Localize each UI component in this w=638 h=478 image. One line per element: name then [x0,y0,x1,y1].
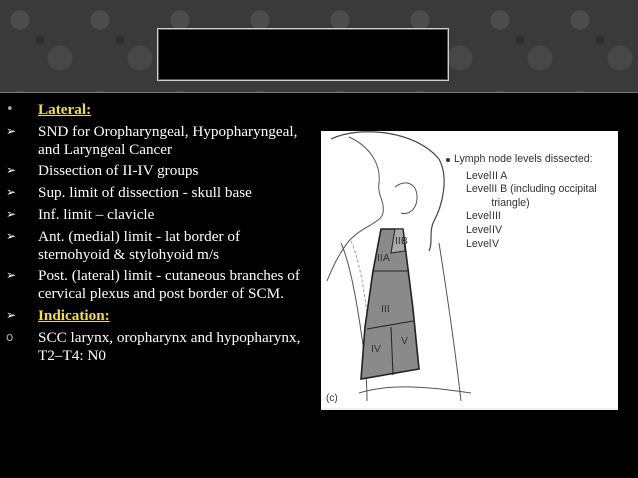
bullet-item [6,162,306,180]
bullet-item [6,184,306,202]
bullet-marker: ➢ [6,185,17,200]
bullet-marker: ➢ [6,268,17,283]
legend-row [446,210,616,224]
bullet-marker: • [6,102,14,117]
bullet-item [6,267,306,303]
legend-level-prefix: Level [466,237,492,250]
bullet-text: Sup. limit of dissection - skull base [38,184,252,202]
bullet-marker: ➢ [6,228,17,243]
bullet-item [6,307,306,325]
figure-corner-label: (c) [326,393,338,404]
bullet-item [6,228,306,264]
bullet-marker: ➢ [6,123,17,138]
legend-level-name: II A [492,169,508,182]
legend-level-prefix: Level [466,169,492,182]
bullet-text: Ant. (medial) limit - lat border of sternohyoid & stylohyoid m/s [38,227,241,263]
zone-label-iia: IIA [377,252,390,264]
zone-label-iib: IIB [395,235,408,247]
bullet-marker: ➢ [6,206,17,221]
legend-level-name: IV [492,223,503,236]
bullet-marker: ➢ [6,307,17,322]
legend-row [446,224,616,238]
legend-level-prefix: Level [466,183,492,196]
zone-label-v: V [401,335,409,347]
bullet-text: SND for Oropharyngeal, Hypopharyngeal, and Laryngeal Cancer [38,122,298,158]
bullet-item [6,123,306,159]
bullet-text: Post. (lateral) limit - cutaneous branches of cervical plexus and post border of SCM. [38,267,300,303]
bullet-text: Inf. limit – clavicle [38,205,155,223]
bullet-marker: o [6,329,14,344]
bullet-item [6,101,306,119]
bullet-text: Indication: [38,306,110,324]
legend-row [446,170,616,184]
bullet-item [6,206,306,224]
bullet-text: SCC larynx, oropharynx and hypopharynx, T2–T4: N0 [38,328,301,364]
legend-title: Lymph node levels dissected: [446,153,616,167]
legend-row [446,238,616,252]
legend-row [446,183,616,210]
bullet-text: Lateral: [38,101,92,118]
slide-title-box [157,28,449,81]
legend-level-prefix: Level [466,223,492,236]
bullet-text: Dissection of II-IV groups [38,162,199,180]
legend-level-name: II B (including occipital triangle) [491,183,597,209]
bullet-list [6,101,306,368]
zone-label-iv: IV [371,343,381,355]
legend-level-prefix: Level [466,210,492,223]
neck-dissection-figure [321,131,618,410]
legend-level-name: III [492,210,501,223]
figure-legend [446,153,616,251]
bullet-marker: ➢ [6,163,17,178]
bullet-item [6,329,306,365]
zone-label-iii: III [381,303,390,315]
legend-level-name: V [492,237,500,250]
